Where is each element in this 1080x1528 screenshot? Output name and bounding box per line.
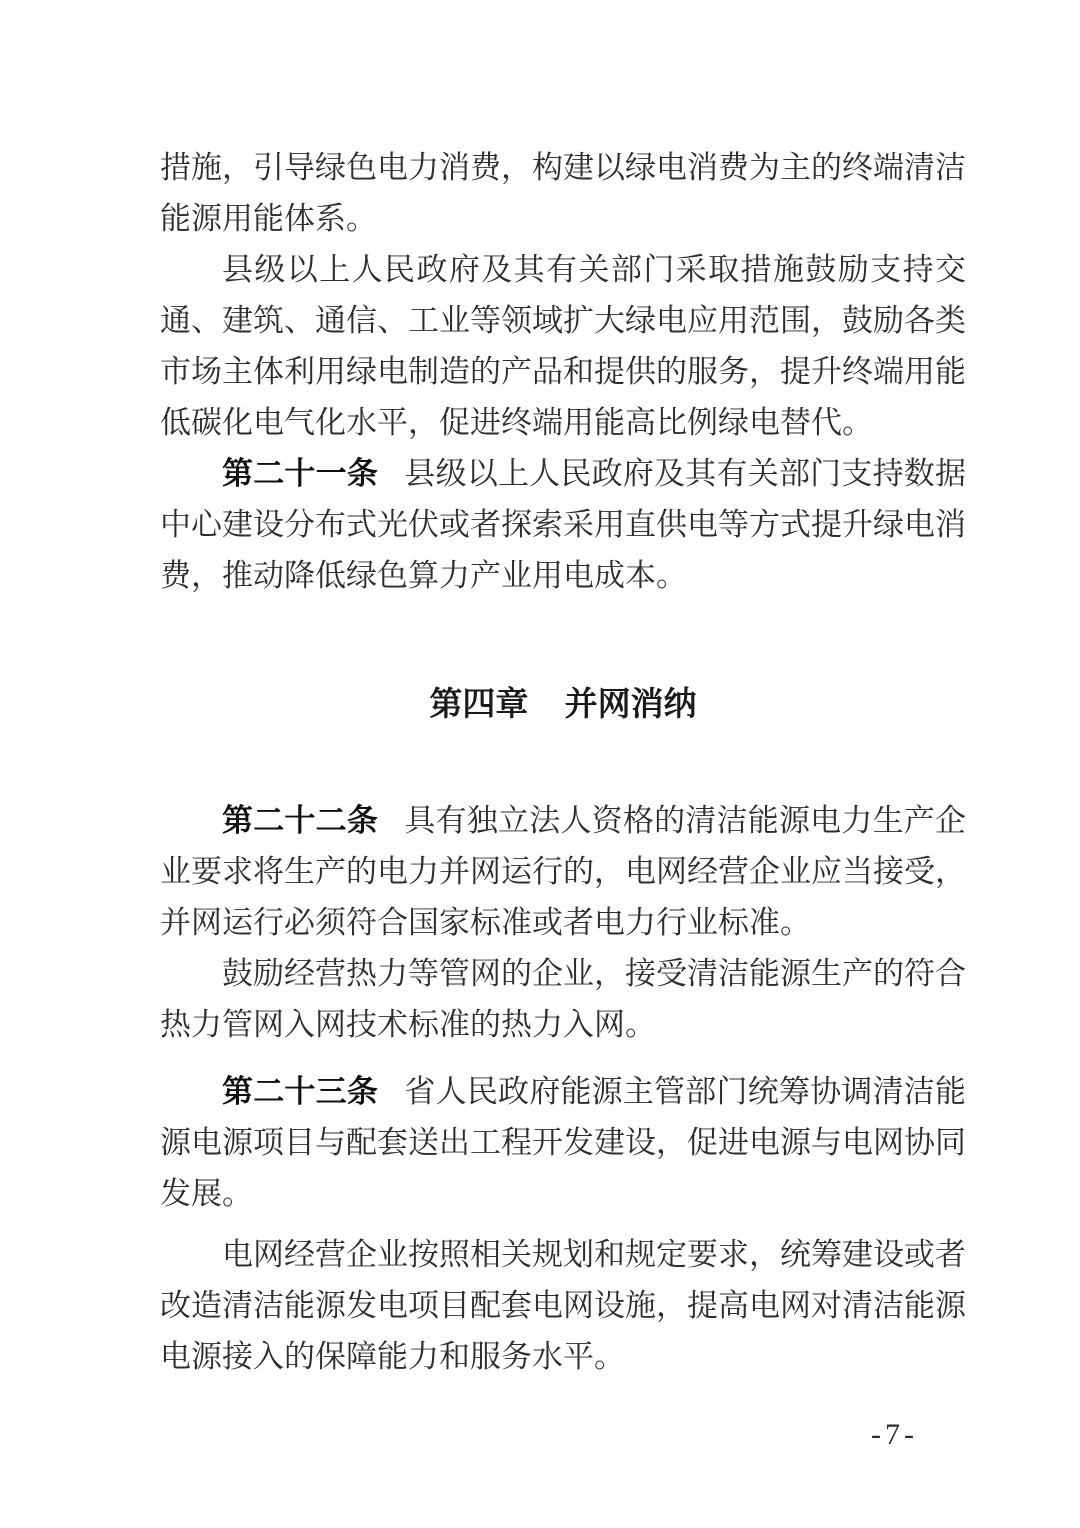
chapter-number: 第四章 xyxy=(429,685,529,722)
article-paragraph xyxy=(160,1066,966,1219)
article-number: 第二十二条 xyxy=(222,803,379,838)
article-paragraph xyxy=(160,795,966,948)
paragraph-text: 电网经营企业按照相关规划和规定要求，统筹建设或者改造清洁能源发电项目配套电网设施，提高电网对清洁能源电源接入的保障能力和服务水平。 xyxy=(160,1237,966,1374)
article-number: 第二十一条 xyxy=(222,456,379,491)
paragraph xyxy=(160,142,966,244)
article-number: 第二十三条 xyxy=(222,1074,379,1109)
paragraph xyxy=(160,244,966,448)
article-paragraph xyxy=(160,448,966,601)
paragraph xyxy=(160,1229,966,1382)
paragraph-text: 省人民政府能源主管部门统筹协调清洁能源电源项目与配套送出工程开发建设，促进电源与电网协同发展。 xyxy=(160,1074,967,1211)
paragraph-text: 县级以上人民政府及其有关部门支持数据中心建设分布式光伏或者探索采用直供电等方式提升绿电消费，推动降低绿色算力产业用电成本。 xyxy=(160,456,967,593)
paragraph-text: 鼓励经营热力等管网的企业，接受清洁能源生产的符合热力管网入网技术标准的热力入网。 xyxy=(160,956,966,1042)
page-number: -7- xyxy=(871,1418,918,1451)
paragraph-text: 措施，引导绿色电力消费，构建以绿电消费为主的终端清洁能源用能体系。 xyxy=(160,150,966,236)
paragraph xyxy=(160,948,966,1050)
chapter-heading xyxy=(160,678,966,729)
paragraph-text: 县级以上人民政府及其有关部门采取措施鼓励支持交通、建筑、通信、工业等领域扩大绿电应用范围，鼓励各类市场主体利用绿电制造的产品和提供的服务，提升终端用能低碳化电气化水平，促进终端用能高比例绿电替代。 xyxy=(160,252,966,440)
paragraph-text: 具有独立法人资格的清洁能源电力生产企业要求将生产的电力并网运行的，电网经营企业应当接受，并网运行必须符合国家标准或者电力行业标准。 xyxy=(160,803,967,940)
document-body xyxy=(160,142,966,1382)
chapter-title: 并网消纳 xyxy=(564,685,697,722)
